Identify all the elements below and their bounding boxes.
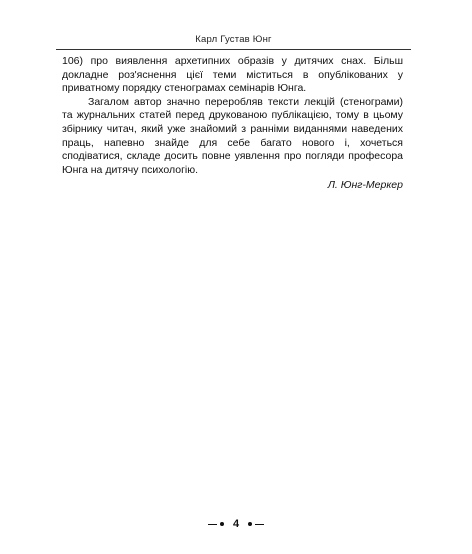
header-rule xyxy=(56,49,411,50)
running-header: Карл Густав Юнг xyxy=(195,34,272,45)
body-text xyxy=(62,55,403,193)
author-signature: Л. Юнг-Меркер xyxy=(327,179,403,192)
left-dash xyxy=(208,524,217,525)
page-number: 4 xyxy=(232,518,240,530)
paragraph-1: 106) про виявлення архетипних образів у дитячих снах. Більш докладне роз'яснення цієї теми міститься в опублікованих у приватному порядку стенограмах семінарів Юнга. xyxy=(62,55,403,95)
right-dot xyxy=(248,522,252,526)
left-dot xyxy=(220,522,224,526)
paragraph-2: Загалом автор значно переробляв тексти лекцій (стенограми) та журнальних статей перед друкованою публікацією, тому в цьому збірнику читач, який уже знайомий з ранніми виданнями наведених праць, напевно знайде для себе багато нового і, хочеться сподіватися, складе досить повне уявлення про погляди професора Юнга на дитячу психологію. xyxy=(62,95,403,176)
page-number-ornament xyxy=(0,517,472,531)
right-dash xyxy=(255,524,264,525)
